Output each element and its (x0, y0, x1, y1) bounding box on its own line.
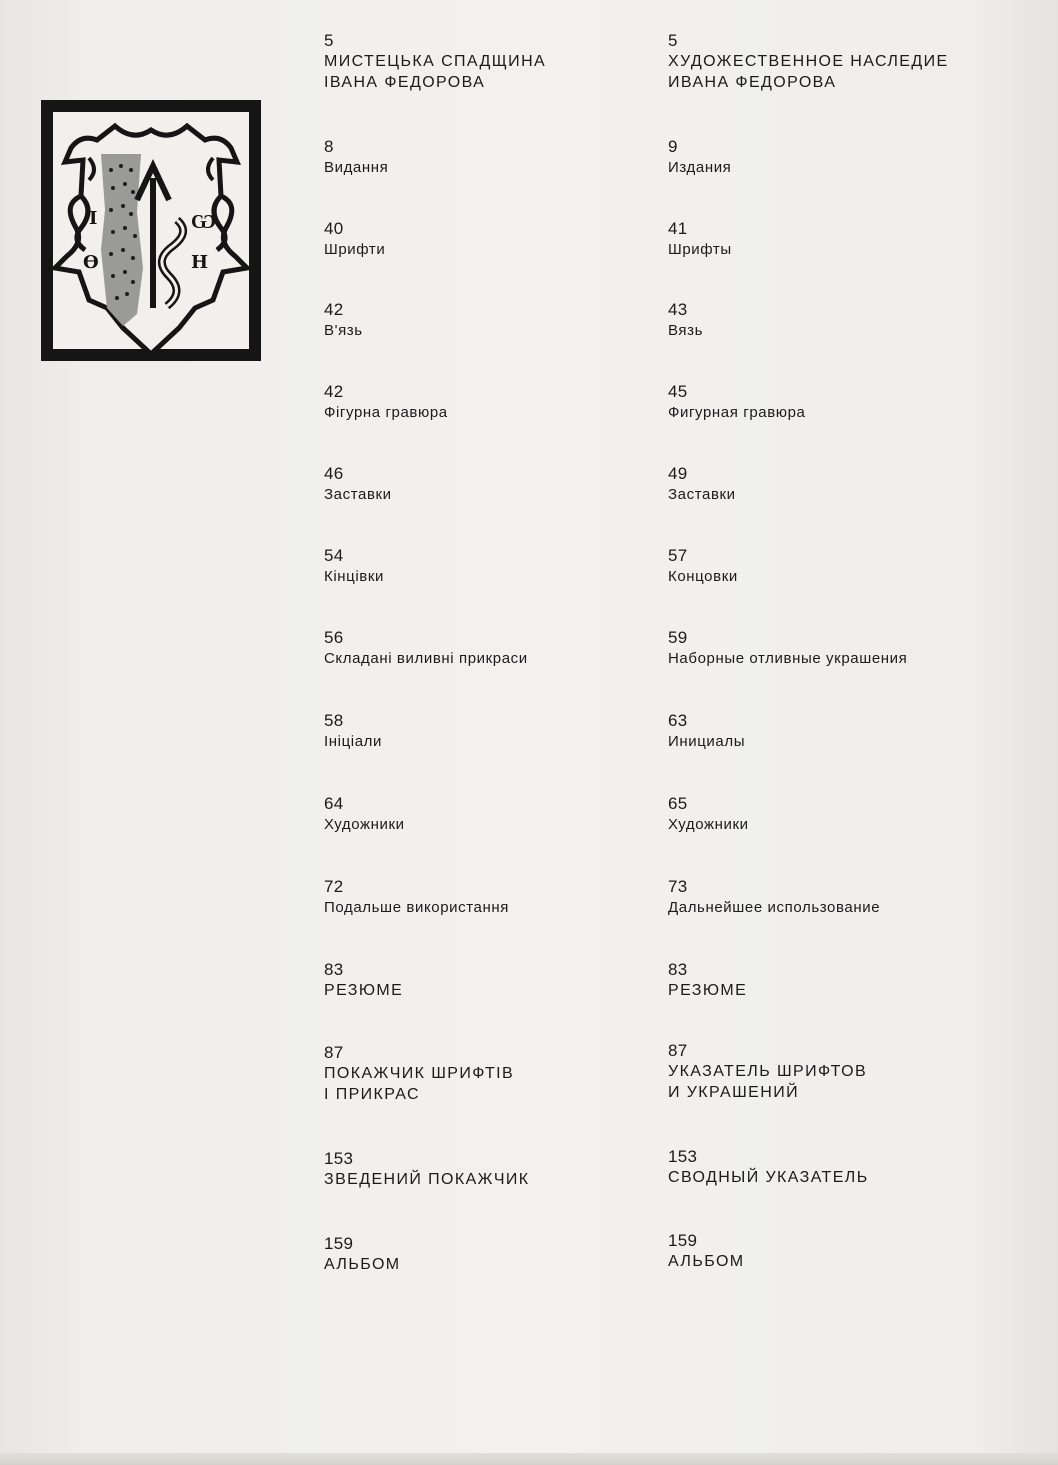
contents-entry (668, 628, 907, 669)
section-title: Фігурна гравюра (324, 404, 448, 421)
page-number: 59 (668, 628, 688, 647)
contents-entry (324, 464, 392, 505)
section-title: ИВАНА ФЕДОРОВА (668, 74, 837, 91)
section-title: Концовки (668, 568, 738, 585)
section-title: ПОКАЖЧИК ШРИФТІВ (324, 1065, 515, 1082)
page-number: 57 (668, 546, 688, 565)
mark-letter: Ѡ (191, 209, 217, 233)
contents-entry (668, 1147, 869, 1188)
page-number: 42 (324, 382, 344, 401)
contents-entry (668, 137, 731, 178)
section-title: Наборные отливные украшения (668, 650, 908, 667)
contents-entry (324, 382, 448, 423)
contents-entry (324, 1043, 514, 1105)
section-title: В'язь (324, 322, 363, 339)
page-number: 87 (324, 1043, 344, 1062)
page-number: 159 (324, 1234, 354, 1253)
contents-entry (668, 711, 745, 752)
page-number: 49 (668, 464, 688, 483)
section-title: АЛЬБОМ (668, 1253, 745, 1270)
contents-entry (324, 1149, 530, 1190)
section-title: Ініціали (324, 733, 382, 750)
section-title: Подальше використання (324, 899, 509, 916)
contents-entry (668, 382, 806, 423)
section-title: І ПРИКРАС (324, 1086, 420, 1103)
section-title: Шрифты (668, 241, 732, 258)
page-number: 41 (668, 219, 688, 238)
page-number: 87 (668, 1041, 688, 1060)
printers-device-shield-icon (41, 100, 261, 361)
contents-entry (668, 464, 736, 505)
page-number: 56 (324, 628, 344, 647)
page-number: 40 (324, 219, 344, 238)
section-title: Заставки (324, 486, 392, 503)
contents-entry (668, 877, 880, 918)
page-number: 46 (324, 464, 344, 483)
page-number: 159 (668, 1231, 698, 1250)
section-title: СВОДНЫЙ УКАЗАТЕЛЬ (668, 1169, 869, 1186)
section-title: АЛЬБОМ (324, 1256, 401, 1273)
page-number: 42 (324, 300, 344, 319)
section-title: Кінцівки (324, 568, 384, 585)
page-number: 153 (324, 1149, 354, 1168)
page-number: 64 (324, 794, 344, 813)
contents-entry (324, 219, 385, 260)
contents-entry (324, 1234, 401, 1275)
mark-letter: І (89, 208, 98, 229)
section-title: Складані виливні прикраси (324, 650, 528, 667)
section-title: Видання (324, 159, 389, 176)
page-number: 8 (324, 137, 334, 156)
contents-entry (324, 31, 546, 93)
printers-mark (41, 100, 261, 361)
contents-entry (324, 300, 363, 341)
section-title: Шрифти (324, 241, 386, 258)
contents-entry (668, 300, 703, 341)
section-title: Фигурная гравюра (668, 404, 806, 421)
section-title: И УКРАШЕНИЙ (668, 1084, 799, 1101)
page-number: 43 (668, 300, 688, 319)
section-title: ХУДОЖЕСТВЕННОЕ НАСЛЕДИЕ (668, 53, 949, 70)
page-number: 72 (324, 877, 344, 896)
contents-entry (324, 960, 403, 1001)
contents-entry (324, 628, 528, 669)
section-title: РЕЗЮМЕ (324, 982, 404, 999)
page-number: 153 (668, 1147, 698, 1166)
page-number: 9 (668, 137, 678, 156)
page-number: 58 (324, 711, 344, 730)
contents-entry (324, 794, 405, 835)
contents-entry (668, 219, 732, 260)
section-title: ЗВЕДЕНИЙ ПОКАЖЧИК (324, 1171, 530, 1188)
section-title: Издания (668, 159, 732, 176)
section-title: Дальнейшее использование (668, 899, 881, 916)
mark-letter: Н (191, 252, 209, 273)
page-number: 5 (324, 31, 334, 50)
page-number: 45 (668, 382, 688, 401)
page-number: 63 (668, 711, 688, 730)
page-number: 54 (324, 546, 344, 565)
contents-entry (668, 1041, 867, 1103)
section-title: Художники (668, 816, 749, 833)
contents-entry (324, 546, 384, 587)
section-title: Вязь (668, 322, 704, 339)
section-title: Заставки (668, 486, 736, 503)
contents-entry (324, 711, 382, 752)
page-number: 83 (324, 960, 344, 979)
contents-entry (324, 877, 509, 918)
section-title: Художники (324, 816, 405, 833)
page-number: 65 (668, 794, 688, 813)
section-title: ІВАНА ФЕДОРОВА (324, 74, 486, 91)
contents-entry (668, 31, 949, 93)
page-number: 5 (668, 31, 678, 50)
page-number: 83 (668, 960, 688, 979)
section-title: Инициалы (668, 733, 746, 750)
contents-entry (668, 1231, 745, 1272)
page-edge (0, 1453, 1058, 1465)
contents-entry (324, 137, 388, 178)
contents-entry (668, 546, 738, 587)
section-title: МИСТЕЦЬКА СПАДЩИНА (324, 53, 547, 70)
section-title: УКАЗАТЕЛЬ ШРИФТОВ (668, 1063, 868, 1080)
page-number: 73 (668, 877, 688, 896)
contents-entry (668, 794, 749, 835)
section-title: РЕЗЮМЕ (668, 982, 748, 999)
mark-letter: Ѳ (83, 252, 99, 273)
contents-entry (668, 960, 747, 1001)
